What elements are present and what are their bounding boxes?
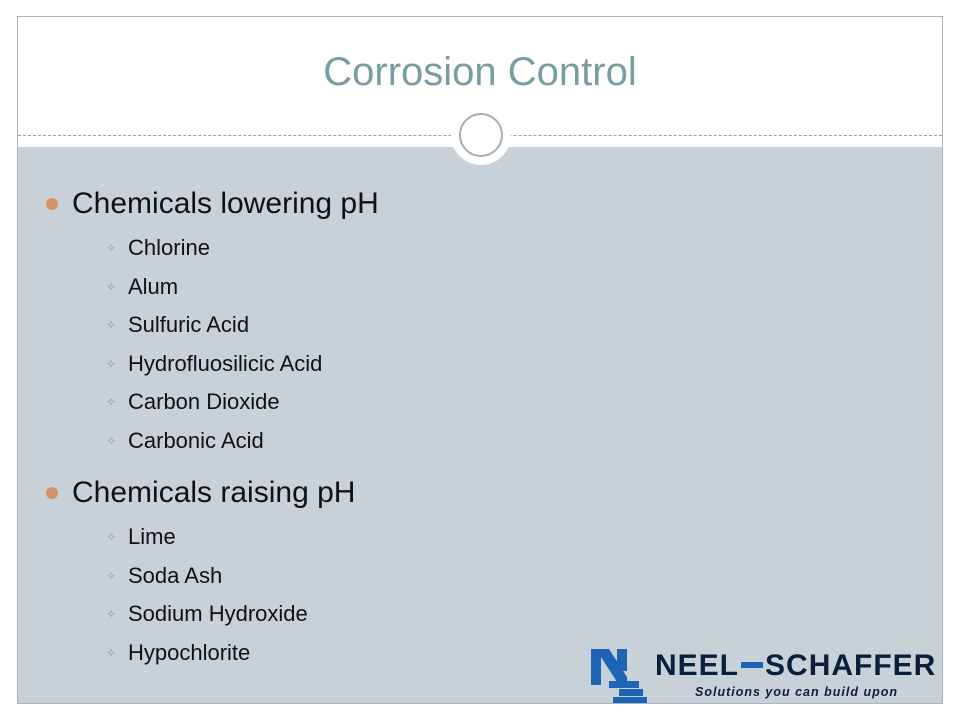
- star-bullet-icon: ✧: [106, 607, 117, 621]
- group-heading-raising: [46, 474, 379, 512]
- logo-name-left: NEEL: [655, 649, 740, 682]
- star-bullet-icon: ✧: [106, 568, 117, 583]
- star-bullet-icon: ✧: [106, 530, 117, 544]
- list-item-text: Lime: [128, 524, 176, 549]
- list-item-text: Alum: [128, 273, 179, 299]
- group-heading-text: Chemicals raising pH: [72, 476, 356, 509]
- list-item-text: Carbon Dioxide: [128, 389, 280, 414]
- star-bullet-icon: ✧: [106, 279, 117, 294]
- list-item-text: Chlorine: [128, 235, 210, 260]
- logo-tagline: Solutions you can build upon: [695, 685, 898, 699]
- list-item-text: Hydrofluosilicic Acid: [128, 350, 323, 376]
- company-logo: [591, 647, 936, 704]
- list-item: [46, 634, 379, 673]
- sub-list-lowering: [46, 229, 379, 460]
- list-item-text: Hypochlorite: [128, 639, 251, 665]
- star-bullet-icon: ✧: [106, 433, 117, 448]
- list-item: [46, 229, 379, 268]
- neel-schaffer-logo-icon: [591, 647, 649, 704]
- logo-dash: [741, 662, 763, 668]
- ring-icon: [459, 113, 503, 157]
- bullet-dot-icon: [46, 198, 58, 210]
- list-item: [46, 595, 379, 634]
- list-item-text: Carbonic Acid: [128, 427, 264, 453]
- list-item: [46, 518, 379, 557]
- star-bullet-icon: ✧: [106, 395, 117, 409]
- list-item: [46, 268, 379, 307]
- list-item: [46, 383, 379, 422]
- list-item-text: Soda Ash: [128, 562, 223, 588]
- list-item: [46, 345, 379, 384]
- list-item: [46, 306, 379, 345]
- star-bullet-icon: ✧: [106, 241, 117, 255]
- sub-list-raising: [46, 518, 379, 672]
- star-bullet-icon: ✧: [106, 318, 117, 332]
- logo-wordmark: [655, 649, 936, 683]
- star-bullet-icon: ✧: [106, 356, 117, 371]
- group-heading-lowering: [46, 185, 379, 223]
- list-item-text: Sulfuric Acid: [128, 312, 250, 337]
- list-item-text: Sodium Hydroxide: [128, 601, 308, 626]
- slide-title: Corrosion Control: [323, 50, 637, 94]
- group-heading-text: Chemicals lowering pH: [72, 187, 379, 220]
- bullet-dot-icon: [46, 487, 58, 499]
- bullet-list: [46, 185, 379, 672]
- list-item: [46, 557, 379, 596]
- slide: [17, 16, 943, 704]
- list-item: [46, 422, 379, 461]
- star-bullet-icon: ✧: [106, 645, 117, 660]
- logo-name-right: SCHAFFER: [765, 649, 937, 682]
